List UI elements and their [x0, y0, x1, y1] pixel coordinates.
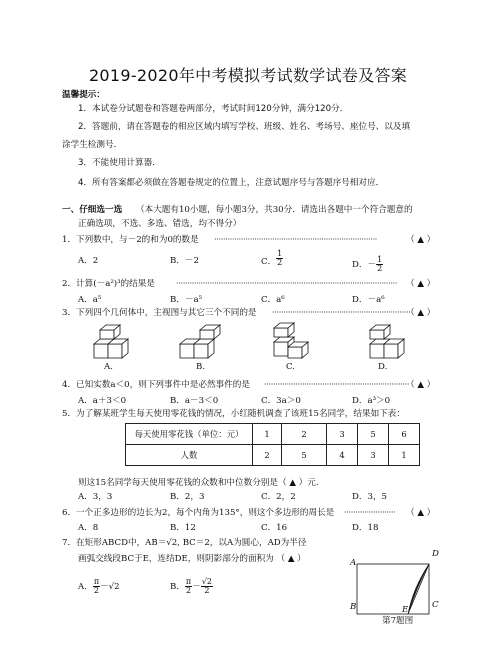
- cube-figure-d: [366, 322, 410, 362]
- leader-dots: ·································································: [264, 380, 410, 390]
- option-a: A．a＋3＜0: [78, 396, 127, 406]
- option-d: D．18: [352, 523, 379, 533]
- table-cell: 6: [389, 424, 420, 445]
- point-label: B: [350, 602, 357, 612]
- leader-dots: ·········································································: [214, 235, 377, 245]
- option-c: C．a⁶: [261, 295, 285, 305]
- leader-dots: ·······················: [344, 508, 396, 518]
- answer-mark: （ ▲ ）: [406, 279, 436, 289]
- notice-heading: 温馨提示：: [62, 90, 105, 100]
- option-a: A．3，3: [78, 492, 113, 502]
- cube-figure-b: [176, 320, 226, 362]
- option-a: A．a⁵: [78, 295, 102, 305]
- point-label: A: [350, 558, 357, 568]
- leader-dots: ···································································································: [176, 279, 397, 289]
- notice-item: 2．答题前，请在答题卷的相应区域内填写学校、班级、姓名、考场号、座位号、以及填: [78, 122, 411, 132]
- option-d: D．3，5: [352, 492, 388, 502]
- answer-mark: （ ▲ ）: [406, 308, 436, 318]
- option-a: A．2: [78, 256, 99, 266]
- question-4-stem: 4．已知实数a＜0，则下列事件中是必然事件的是: [62, 380, 250, 390]
- table-cell: 1: [389, 445, 420, 466]
- leader-dots: ······························································: [272, 308, 411, 318]
- option-b: B．a－3＜0: [170, 396, 219, 406]
- notice-item: 1．本试卷分试题卷和答题卷两部分，考试时间120分钟，满分120分．: [78, 104, 349, 114]
- figure-label: A.: [104, 362, 113, 372]
- notice-item: 涂学生检测号．: [62, 140, 123, 150]
- answer-mark: （ ▲ ）: [406, 508, 436, 518]
- notice-item: 4．所有答案都必须做在答题卷规定的位置上，注意试题序号与答题序号相对应．: [78, 178, 385, 188]
- option-c: C．16: [261, 523, 288, 533]
- option-a: A． $\frac{\pi}{2}$ －√2: [78, 577, 120, 595]
- question-5-followup: 则这15名同学每天使用零花钱的众数和中位数分别是（ ▲ ）元.: [78, 478, 319, 488]
- question-5-stem: 5．为了解某班学生每天使用零花钱的情况，小红随机调查了该班15名同学，结果如下表：: [62, 409, 405, 419]
- option-c: C．3a＞0: [261, 396, 301, 406]
- section-desc: （本大题有10小题，每小题3分，共30分．请选出各题中一个符合题意的: [136, 205, 413, 215]
- point-label: D: [432, 549, 439, 559]
- section-label: 一、仔细选一选: [62, 205, 123, 215]
- table-header: 人数: [126, 445, 253, 466]
- table-cell: 4: [327, 445, 358, 466]
- question-1-stem: 1．下列数中，与－2的和为0的数是: [62, 235, 199, 245]
- answer-mark: （ ▲ ）: [406, 235, 436, 245]
- option-b: B．2，3: [170, 492, 205, 502]
- option-d: D．a³＞0: [352, 396, 391, 406]
- point-label: E: [402, 605, 409, 615]
- table-row: [126, 445, 420, 466]
- option-c: C． $\frac{1}{2}$: [261, 249, 283, 267]
- question-2-stem: 2．计算(－a²)³的结果是: [62, 279, 155, 289]
- table-cell: 2: [282, 424, 327, 445]
- question-7-stem: 7．在矩形ABCD中，AB＝√2, BC＝2，以A为圆心，AD为半径: [62, 538, 307, 548]
- table-row: [126, 424, 420, 445]
- page-title: 2019-2020年中考模拟考试数学试卷及答案: [88, 66, 408, 85]
- figure-caption: 第7题图: [382, 616, 414, 626]
- cube-figure-a: [90, 322, 138, 362]
- data-table: [125, 423, 420, 466]
- option-b: B．12: [170, 523, 196, 533]
- table-cell: 3: [327, 424, 358, 445]
- option-c: C．2，2: [261, 492, 296, 502]
- option-b: B．－2: [170, 256, 199, 266]
- option-b: B． $\frac{\pi}{2}$ － $\frac{√2}{2}$: [170, 577, 212, 595]
- table-cell: 3: [358, 445, 389, 466]
- option-a: A．8: [78, 523, 99, 533]
- option-d: D．－a⁶: [352, 295, 385, 305]
- figure-label: D.: [378, 362, 388, 372]
- question-3-stem: 3．下列四个几何体中，主视图与其它三个不同的是: [62, 308, 257, 318]
- figure-label: B.: [196, 362, 206, 372]
- table-cell: 2: [253, 445, 282, 466]
- notice-item: 3．不能使用计算器．: [78, 158, 161, 168]
- question-7-stem-2: 画弧交线段BC于E，连结DE，则阴影部分的面积为 （ ▲ ）: [78, 554, 306, 564]
- answer-mark: （ ▲ ）: [406, 380, 436, 390]
- table-header: 每天使用零花钱（单位：元）: [126, 424, 253, 445]
- question-6-stem: 6．一个正多边形的边长为2，每个内角为135°，则这个多边形的周长是: [62, 508, 335, 518]
- table-cell: 5: [358, 424, 389, 445]
- figure-label: C.: [286, 362, 296, 372]
- point-label: C: [432, 600, 439, 610]
- table-cell: 1: [253, 424, 282, 445]
- option-b: B．－a⁵: [170, 295, 203, 305]
- cube-figure-c: [270, 322, 314, 362]
- table-cell: 5: [282, 445, 327, 466]
- option-d: D．－ $\frac{1}{2}$: [352, 255, 383, 273]
- section-desc: 正确选项，不选、多选、错选，均不得分）: [78, 219, 242, 229]
